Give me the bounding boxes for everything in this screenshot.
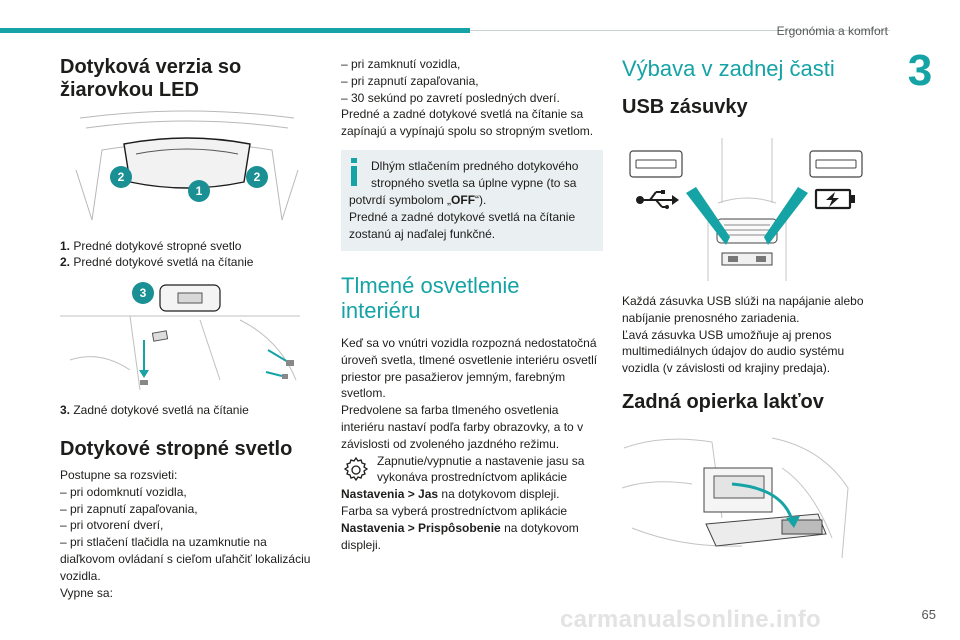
text-line: vykonáva prostredníctvom aplikácie [377, 470, 568, 485]
callout-1: 1 [188, 180, 210, 202]
page-number: 65 [921, 607, 936, 622]
text-line: Zapnutie/vypnutie a nastavenie jasu sa [377, 453, 585, 468]
rear-reading-light-illustration [60, 280, 300, 390]
caption-item: 1. Predné dotykové stropné svetlo [60, 239, 242, 253]
text-line: – pri stlačení tlačidla na uzamknutie na [60, 535, 267, 550]
text-line: priestor pre pasažierov jemným, farebným [341, 369, 566, 384]
text-line: Farba sa vyberá prostredníctvom aplikácie [341, 503, 568, 518]
text-line: svetlom. [341, 386, 386, 401]
heading-usb-sockets: USB zásuvky [622, 96, 748, 118]
text-line: nabíjanie prenosného zariadenia. [622, 310, 800, 325]
charging-battery-icon [814, 187, 858, 211]
column-middle [341, 56, 603, 553]
text-line: Ľavá zásuvka USB umožňuje aj prenos [622, 327, 832, 342]
heading-touch-ceiling-light: Dotykové stropné svetlo [60, 438, 293, 460]
text-line: Postupne sa rozsvieti: [60, 468, 178, 482]
text-line: multimediálnych údajov do audio systému [622, 344, 845, 359]
text-line: Nastavenia > Jas na dotykovom displeji. [341, 487, 560, 502]
header-accent-bar [0, 28, 470, 33]
column-left [60, 56, 315, 601]
text-line: – pri odomknutí vozidla, [60, 484, 187, 499]
callout-3: 3 [132, 282, 154, 304]
body-switch-off [341, 56, 603, 140]
info-text [349, 158, 593, 243]
gear-icon [341, 455, 371, 485]
chapter-number: 3 [907, 46, 933, 95]
text-line: – pri zapnutí zapaľovania, [60, 501, 198, 516]
info-line: Dlhým stlačením predného dotykového [371, 158, 579, 173]
info-line: stropného svetla sa úplne vypne (to sa [371, 175, 577, 190]
info-box [341, 150, 603, 251]
text-line: – pri zapnutí zapaľovania, [341, 73, 479, 88]
body-ceiling-light [60, 467, 315, 601]
body-ambient-lighting [341, 335, 603, 453]
heading-touch-led-version: Dotyková verzia so žiarovkou LED [60, 56, 242, 101]
callout-2-left: 2 [110, 166, 132, 188]
info-line: zostanú aj naďalej funkčné. [349, 226, 496, 241]
settings-instruction [341, 453, 603, 487]
text-line: zapínajú a vypínajú spolu so stropným svetlom. [341, 124, 594, 139]
caption-front-lights [60, 238, 315, 270]
text-line: diaľkovom ovládaní s cieľom uľahčiť lokalizáciu [60, 551, 311, 566]
heading-ambient-lighting: Tlmené osvetlenie interiéru [341, 272, 520, 323]
text-line: Vypne sa: [60, 585, 113, 600]
body-usb-sockets [622, 293, 882, 377]
caption-item: 2. Predné dotykové svetlá na čítanie [60, 255, 254, 269]
text-line: displeji. [341, 537, 382, 552]
text-line: – pri otvorení dverí, [60, 518, 164, 533]
section-title: Ergonómia a komfort [776, 24, 888, 38]
text-line: úroveň svetla, tlmené osvetlenie interiéru osvetlí [341, 352, 598, 367]
heading-rear-armrest: Zadná opierka lakťov [622, 390, 824, 413]
watermark: carmanualsonline.info [560, 606, 822, 633]
text-line: Predné a zadné dotykové svetlá na čítanie sa [341, 107, 584, 122]
text-line: vozidla. [60, 568, 101, 583]
info-icon [347, 158, 361, 188]
caption-rear-lights: 3. Zadné dotykové svetlá na čítanie [60, 403, 249, 417]
rear-armrest-illustration [622, 428, 852, 568]
column-right [622, 56, 882, 568]
text-line: Predvolene sa farba tlmeného osvetlenia [341, 403, 559, 418]
text-line: – pri zamknutí vozidla, [341, 57, 461, 71]
text-line: Keď sa vo vnútri vozidla rozpozná nedostatočná [341, 335, 597, 350]
text-line: vozidla (v závislosti od krajiny predaja). [622, 361, 831, 376]
text-line: Nastavenia > Prispôsobenie na dotykovom [341, 520, 579, 535]
text-line: interiéru nastaví podľa farby obrazovky, a to v [341, 419, 584, 434]
callout-2-right: 2 [246, 166, 268, 188]
text-line: – 30 sekúnd po zavretí posledných dverí. [341, 90, 560, 105]
info-line: potvrdí symbolom „OFF“). [349, 192, 487, 207]
text-line: závislosti od zvoleného jazdného režimu. [341, 436, 560, 451]
info-line: Predné a zadné dotykové svetlá na čítanie [349, 209, 576, 224]
front-ceiling-light-illustration [72, 110, 302, 230]
heading-rear-equipment: Výbava v zadnej časti [622, 56, 835, 81]
usb-sockets-illustration [622, 133, 872, 283]
usb-data-icon [636, 189, 680, 211]
text-line: Každá zásuvka USB slúži na napájanie alebo [622, 294, 864, 308]
